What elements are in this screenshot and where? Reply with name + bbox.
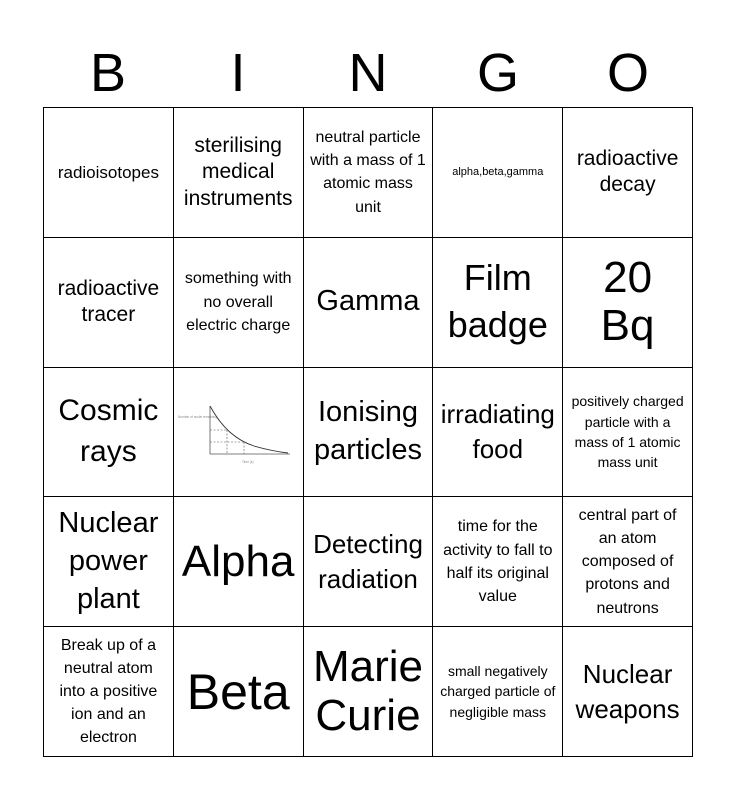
cell-text: irradiating food: [440, 398, 555, 464]
bingo-cell[interactable]: [563, 497, 693, 627]
cell-text: Beta: [186, 663, 290, 720]
decay-curve-graph: [174, 368, 302, 496]
header-letter-b: B: [89, 43, 127, 103]
bingo-cell[interactable]: [304, 497, 434, 627]
cell-text: Alpha: [181, 536, 295, 586]
bingo-cell[interactable]: [174, 497, 304, 627]
cell-text: Nuclear weapons: [575, 658, 680, 724]
bingo-cell[interactable]: [44, 108, 174, 238]
bingo-cell[interactable]: [304, 368, 434, 498]
bingo-cell[interactable]: [44, 368, 174, 498]
bingo-cell[interactable]: [433, 238, 563, 368]
cell-text: something with no overall electric charge: [184, 270, 292, 334]
cell-text: small negatively charged particle of negligible mass: [440, 663, 556, 720]
bingo-cell[interactable]: [433, 368, 563, 498]
bingo-cell[interactable]: [304, 108, 434, 238]
bingo-cell[interactable]: [433, 497, 563, 627]
bingo-cell[interactable]: [44, 497, 174, 627]
bingo-cell[interactable]: [433, 627, 563, 757]
bingo-cell[interactable]: [174, 238, 304, 368]
bingo-cell[interactable]: [44, 627, 174, 757]
cell-text: time for the activity to fall to half its original value: [443, 518, 553, 605]
cell-text: radioisotopes: [57, 162, 159, 182]
cell-text: Nuclear power plant: [58, 507, 159, 615]
graph-x-label: Time (s): [242, 459, 254, 464]
cell-text: Break up of a neutral atom into a positive ion and an electron: [59, 636, 158, 747]
cell-text: radioactive decay: [576, 147, 679, 197]
cell-text: Film badge: [447, 257, 548, 346]
bingo-cell[interactable]: [563, 627, 693, 757]
bingo-cell-graph[interactable]: [174, 368, 304, 498]
cell-text: Ionising particles: [313, 396, 422, 466]
cell-text: sterilising medical instruments: [183, 134, 293, 210]
bingo-cell[interactable]: [563, 108, 693, 238]
graph-y-label: Number of nuclei remaining: [178, 414, 218, 419]
bingo-cell[interactable]: [563, 238, 693, 368]
cell-text: radioactive tracer: [57, 276, 160, 327]
cell-text: positively charged particle with a mass of 1 atomic mass unit: [571, 393, 684, 471]
header-letter-o: O: [606, 43, 649, 103]
header-letter-g: G: [476, 43, 519, 103]
cell-text: Marie Curie: [312, 642, 423, 740]
bingo-card: [43, 107, 693, 757]
bingo-cell[interactable]: [304, 627, 434, 757]
cell-text: alpha,beta,gamma: [452, 165, 544, 178]
bingo-header: [43, 40, 693, 106]
bingo-cell[interactable]: [174, 627, 304, 757]
bingo-cell[interactable]: [563, 368, 693, 498]
bingo-cell[interactable]: [304, 238, 434, 368]
cell-text: 20 Bq: [600, 252, 655, 351]
cell-text: Detecting radiation: [313, 528, 423, 594]
bingo-cell[interactable]: [44, 238, 174, 368]
header-letter-n: N: [348, 43, 388, 103]
header-letter-i: I: [230, 43, 246, 103]
cell-text: central part of an atom composed of protons and neutrons: [578, 506, 677, 617]
cell-text: Gamma: [316, 285, 420, 318]
bingo-cell[interactable]: [174, 108, 304, 238]
cell-text: neutral particle with a mass of 1 atomic mass unit: [310, 129, 426, 216]
cell-text: Cosmic rays: [58, 394, 159, 468]
bingo-cell[interactable]: [433, 108, 563, 238]
